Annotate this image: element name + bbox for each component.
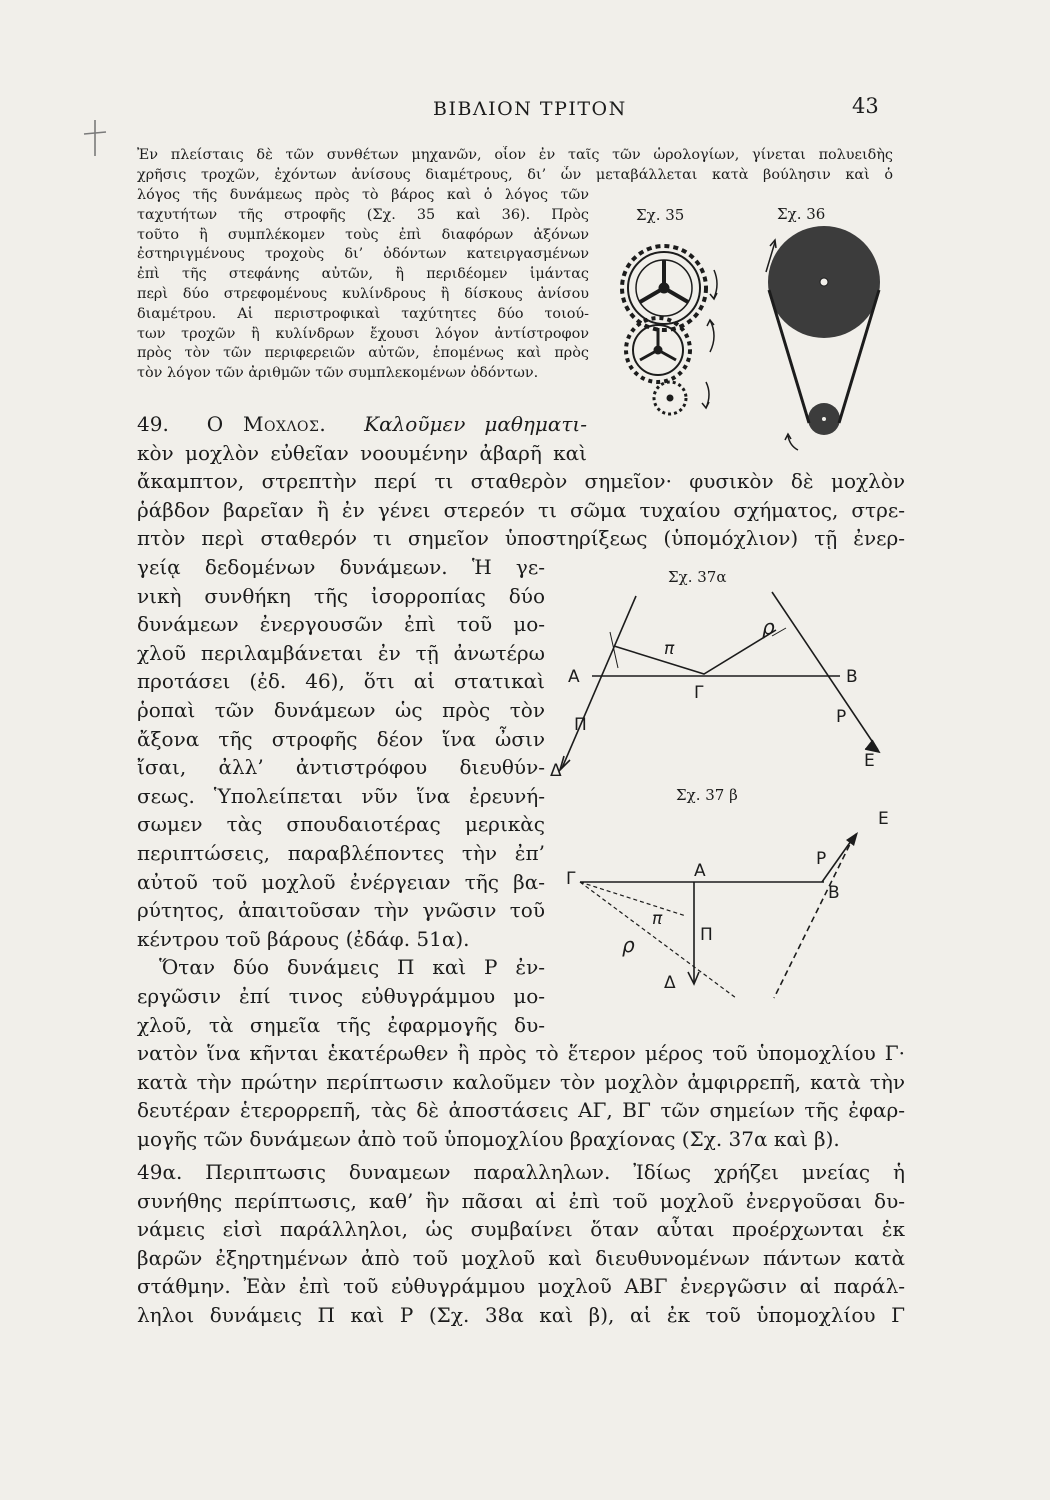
fig37b-letter-G: Γ	[566, 869, 576, 889]
intro-full-lines	[137, 146, 893, 186]
fig37b-letter-P: P	[816, 849, 827, 869]
fig37b-letter-B: B	[828, 883, 840, 903]
moment-arms	[614, 630, 776, 674]
force-line-right	[772, 592, 878, 750]
text-line: δευτέραν ἑτερορρεπῆ, τὰς δὲ ἀποστάσεις ΑΓ, ΒΓ τῶν σημείων τῆς ἐφαρ-	[137, 1098, 905, 1123]
text-line: τὸν λόγον τῶν ἀριθμῶν τῶν συμπλεκομένων ὀδόντων.	[137, 365, 539, 382]
text-line: ληλοι δυνάμεις Π καὶ Ρ (Σχ. 38α καὶ β), αἱ ἐκ τοῦ ὑπομοχλίου Γ	[137, 1302, 905, 1327]
text-line: μογῆς τῶν δυνάμεων ἀπὸ τοῦ ὑπομοχλίου βραχίονας (Σχ. 37α καὶ β).	[137, 1126, 840, 1151]
section49-title: Ο Μοχλος.	[206, 412, 327, 436]
text-line: περιπτώσεις, παραβλέποντες τὴν ἐπ’	[137, 840, 545, 865]
text-line: βαρῶν ἐξηρτημένων ἀπὸ τοῦ μοχλοῦ καὶ διευθυνομένων πάντων κατὰ	[137, 1245, 905, 1270]
fig35-label: Σχ. 35	[636, 206, 685, 224]
page-number: 43	[852, 94, 879, 118]
text-line: προτάσει (ἐδ. 46), ὅτι αἱ στατικαὶ	[137, 669, 545, 694]
running-title: ΒΙΒΛΙΟΝ ΤΡΙΤΟΝ	[433, 98, 627, 120]
text-line: περὶ δύο στρεφομένους κυλίνδρους ἢ δίσκους ἀνίσου	[137, 285, 589, 302]
text-line: ῥάβδον βαρεῖαν ἢ ἐν γένει στερεόν τι σῶμα τυχαίου σχήματος, στρε-	[137, 497, 905, 522]
text-line: χρῆσις τροχῶν, ἐχόντων ἀνίσους διαμέτρους, δι’ ὧν μεταβάλλεται κατὰ βούλησιν καὶ ὁ	[137, 166, 893, 183]
fig36-pulleys-diagram	[750, 228, 890, 468]
fig37a-letter-G: Γ	[694, 683, 704, 703]
fig36-label: Σχ. 36	[777, 205, 826, 223]
fig37b-letter-Pi: Π	[700, 925, 713, 945]
fig37a-letter-B: B	[846, 667, 858, 687]
text-line: ἄκαμπτον, στρεπτὴν περί τι σταθερὸν σημεῖον· φυσικὸν δὲ μοχλὸν	[137, 469, 905, 493]
fig37b-letter-pi: π	[652, 909, 663, 929]
section49-full-b	[137, 1039, 905, 1153]
text-line: στάθμην. Ἐὰν ἐπὶ τοῦ εὐθυγράμμου μοχλοῦ ΑΒΓ ἐνεργῶσιν αἱ παράλ-	[137, 1274, 905, 1299]
text-line: κατὰ τὴν πρώτην περίπτωσιν καλοῦμεν τὸν μοχλὸν ἀμφιρρεπῆ, κατὰ τὴν	[137, 1069, 905, 1094]
text-line: λόγος τῆς δυνάμεως πρὸς τὸ βάρος καὶ ὁ λόγος τῶν	[137, 187, 589, 203]
intro-narrow-lines	[137, 186, 589, 384]
fig37a-letter-Pi: Π	[574, 715, 587, 735]
text-line: νάμεις εἰσὶ παράλληλοι, ὡς συμβαίνει ὅταν αὗται προέρχωνται ἐκ	[137, 1217, 905, 1242]
text-line: γείᾳ δεδομένων δυνάμεων. Ἡ γε-	[137, 555, 545, 579]
text-line: νατὸν ἵνα κῆνται ἑκατέρωθεν ἢ πρὸς τὸ ἕτερον μέρος τοῦ ὑπομοχλίου Γ·	[137, 1041, 905, 1065]
text-line: Καλοῦμεν μαθηματι-	[364, 412, 587, 436]
fig37a-letter-E: E	[864, 751, 875, 771]
fig37b-label: Σχ. 37 β	[676, 786, 738, 804]
text-line: ἄξονα τῆς στροφῆς δέον ἵνα ὦσιν	[137, 726, 545, 751]
text-line: 49α. Περιπτωσις δυναμεων παραλληλων. Ἰδίως χρήζει μνείας ἡ	[137, 1160, 905, 1184]
pencil-cross-mark	[82, 118, 108, 158]
text-line: αὐτοῦ τοῦ μοχλοῦ ἐνέργειαν τῆς βα-	[137, 869, 545, 894]
upper-gear	[622, 246, 706, 330]
text-line: ἐστηριγμένους τροχοὺς δι’ ὀδόντων κατειργασμένων	[137, 246, 589, 263]
section49-heading-line	[137, 410, 587, 439]
text-line: ἴσαι, ἀλλ’ ἀντιστρόφου διευθύν-	[137, 755, 545, 780]
fig37a-letter-rho: ρ	[762, 615, 775, 639]
section49-narrow-mid	[137, 553, 545, 1039]
section49-full-a	[137, 467, 905, 553]
fig37b-letter-D: Δ	[664, 973, 676, 993]
text-line: συνήθης περίπτωσις, καθ’ ἣν πᾶσαι αἱ ἐπὶ τοῦ μοχλοῦ ἐνεργοῦσαι δυ-	[137, 1188, 905, 1213]
fig37a-letter-A: A	[568, 667, 580, 687]
text-line: διαμέτρου. Αἱ περιστροφικαὶ ταχύτητες δύο τοιού-	[137, 305, 589, 322]
fig37a-diagram	[540, 590, 900, 780]
text-line: κὸν μοχλὸν εὐθεῖαν νοουμένην ἀβαρῆ καὶ	[137, 440, 587, 465]
text-line: κέντρου τοῦ βάρους (ἐδάφ. 51α).	[137, 926, 470, 951]
text-line: σεως. Ὑπολείπεται νῦν ἵνα ἐρευνή-	[137, 783, 545, 808]
fig35-gears-diagram	[606, 230, 726, 420]
fig37b-letter-A: A	[694, 861, 706, 881]
section49a	[137, 1158, 905, 1330]
text-line: ταχυτήτων τῆς στροφῆς (Σχ. 35 καὶ 36). Πρὸς	[137, 206, 589, 223]
text-line: ἐπὶ τῆς στεφάνης αὐτῶν, ἢ περιδέομεν ἱμάντας	[137, 266, 589, 283]
section49-top	[137, 410, 587, 467]
fig37a-letter-D: Δ	[550, 761, 562, 781]
fig37a-letter-P: P	[836, 707, 847, 727]
text-line: πτὸν περὶ σταθερόν τι σημεῖον ὑποστηρίξεως (ὑπομόχλιον) τῇ ἐνερ-	[137, 526, 905, 551]
text-line: χλοῦ, τὰ σημεῖα τῆς ἐφαρμογῆς δυ-	[137, 1012, 545, 1037]
fig37a-letter-pi: π	[664, 639, 675, 659]
text-line: νικὴ συνθήκη τῆς ἰσορροπίας δύο	[137, 583, 545, 608]
text-line: σωμεν τὰς σπουδαιοτέρας μερικὰς	[137, 812, 545, 837]
text-line: ῥοπαὶ τῶν δυνάμεων ὡς πρὸς τὸν	[137, 697, 545, 722]
text-line: τοῦτο ἢ συμπλέκομεν τοὺς ἐπὶ διαφόρων ἀξόνων	[137, 226, 589, 243]
text-line: Ἐν πλείσταις δὲ τῶν συνθέτων μηχανῶν, οἷον ἐν ταῖς τῶν ὡρολογίων, γίνεται πολυειδὴς	[137, 147, 893, 163]
text-line: εργῶσιν ἐπί τινος εὐθυγράμμου μο-	[137, 983, 545, 1008]
fig37b-letter-E: E	[878, 809, 889, 829]
text-line: δυνάμεων ἐνεργουσῶν ἐπὶ τοῦ μο-	[137, 612, 545, 637]
text-line: των τροχῶν ἢ κυλίνδρων ἔχουσι λόγον ἀντίστροφον	[137, 325, 589, 342]
text-line: πρὸς τὸν τῶν περιφερειῶν αὐτῶν, ἑπομένως καὶ πρὸς	[137, 345, 589, 362]
small-gear	[654, 382, 686, 414]
fig37b-diagram	[560, 806, 900, 1006]
fig37b-letter-rho: ρ	[622, 933, 635, 957]
section49-number: 49.	[137, 412, 169, 436]
force-P-extension	[774, 836, 854, 998]
text-line: ρύτητος, ἀπαιτοῦσαν τὴν γνῶσιν τοῦ	[137, 898, 545, 923]
text-line: Ὅταν δύο δυνάμεις Π καὶ Ρ ἐν-	[159, 955, 545, 980]
text-line: χλοῦ περιλαμβάνεται ἐν τῇ ἀνωτέρω	[137, 640, 545, 665]
fig37a-label: Σχ. 37α	[668, 568, 727, 586]
